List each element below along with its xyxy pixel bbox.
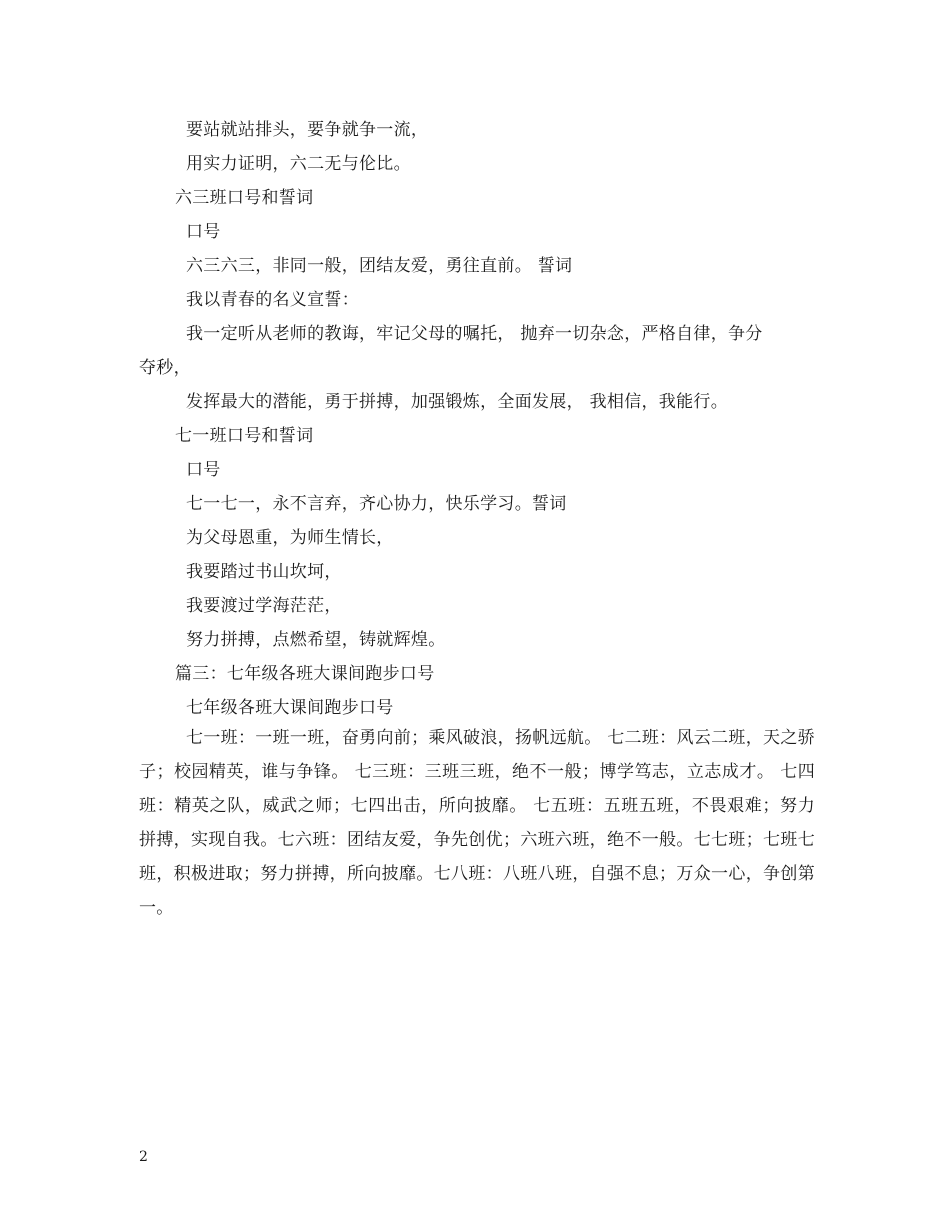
section-heading: 六三班口号和誓词 [175, 188, 314, 208]
text-line: 为父母恩重，为师生情长， [186, 528, 394, 548]
text-line: 努力拼搏，点燃希望，铸就辉煌。 [186, 630, 446, 650]
text-line: 用实力证明，六二无与伦比。 [186, 154, 411, 174]
subheading: 口号 [186, 222, 221, 242]
text-line: 我一定听从老师的教诲，牢记父母的嘱托， 抛弃一切杂念，严格自律，争分 [186, 324, 763, 344]
text-line: 七一七一，永不言弃，齐心协力，快乐学习。誓词 [186, 494, 567, 514]
text-line: 发挥最大的潜能，勇于拼搏，加强锻炼，全面发展， 我相信，我能行。 [186, 392, 729, 412]
text-line: 我要踏过书山坎坷， [186, 562, 342, 582]
section-heading: 七一班口号和誓词 [175, 426, 314, 446]
text-line: 七年级各班大课间跑步口号 [186, 698, 394, 718]
subheading: 口号 [186, 460, 221, 480]
text-line: 夺秒， [139, 358, 191, 378]
section-heading: 篇三：七年级各班大课间跑步口号 [175, 664, 435, 684]
text-line: 我以青春的名义宣誓： [186, 290, 359, 310]
text-line: 我要渡过学海茫茫， [186, 596, 342, 616]
body-paragraph: 七一班：一班一班，奋勇向前；乘风破浪，扬帆远航。 七二班：风云二班，天之骄子；校园精英，谁与争锋。 七三班：三班三班，绝不一般；博学笃志，立志成才。 七四班：精英之队，威武之师；七四出击，所向披靡。 七五班：五班五班，不畏艰难；努力拼搏，实现自我。七六班：团结友爱，争先创优；六班六班，绝不一般。七七班；七班七班，积极进取；努力拼搏，所向披靡。七八班：八班八班，自强不息；万众一心，争创第一。 [139, 728, 815, 918]
page-number: 2 [139, 1149, 148, 1165]
text-line: 六三六三，非同一般，团结友爱，勇往直前。 誓词 [186, 256, 573, 276]
text-line: 要站就站排头，要争就争一流， [186, 120, 429, 140]
